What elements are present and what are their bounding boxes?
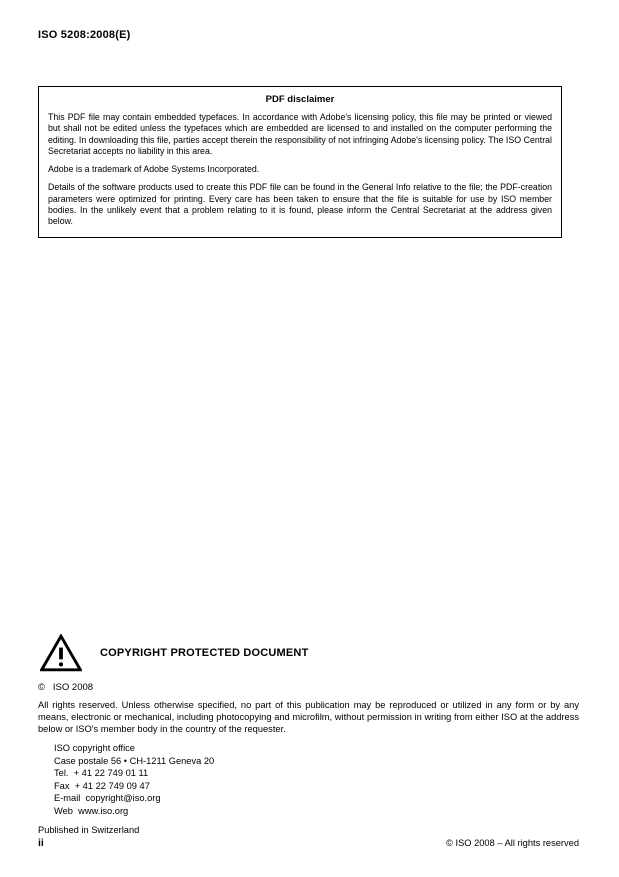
disclaimer-paragraph-1: This PDF file may contain embedded typefaces. In accordance with Adobe's licensing policy, this file may be printed or viewed but shall not be edited unless the typefaces which are embedded are licensed to and installed on the computer performing the editing. In downloading this file, parties accept therein the responsibility of not infringing Adobe's licensing policy. The ISO Central Secretariat accepts no liability in this area. — [48, 112, 552, 156]
address-line-web: Web www.iso.org — [54, 805, 129, 816]
warning-triangle-icon — [40, 634, 82, 672]
address-line-tel: Tel. + 41 22 749 01 11 — [54, 768, 149, 779]
copyright-protected-heading: COPYRIGHT PROTECTED DOCUMENT — [100, 647, 309, 659]
disclaimer-paragraph-3: Details of the software products used to create this PDF file can be found in the General Info relative to the file; the PDF-creation parameters were optimized for printing. Every care has been taken to ensure that the file is suitable for use by ISO member bodies. In the unlikely event that a problem relating to it is found, please inform the Central Secretariat at the address given below. — [48, 182, 552, 226]
pdf-disclaimer-box — [38, 86, 562, 238]
pdf-disclaimer-title: PDF disclaimer — [265, 94, 335, 105]
address-line-postal: Case postale 56 • CH-1211 Geneva 20 — [54, 755, 215, 766]
document-code: ISO 5208:2008(E) — [38, 29, 131, 41]
published-in-line: Published in Switzerland — [38, 824, 140, 835]
address-line-email: E-mail copyright@iso.org — [54, 793, 161, 804]
copyright-section — [38, 634, 579, 835]
page-number: ii — [38, 837, 44, 849]
rights-reserved-text: All rights reserved. Unless otherwise specified, no part of this publication may be reproduced or utilized in any form or by any means, electronic or mechanical, including photocopying and microfilm, without permission in writing from either ISO at the address below or ISO's member body in the country of the requester. — [38, 700, 579, 735]
disclaimer-paragraph-2: Adobe is a trademark of Adobe Systems Incorporated. — [48, 164, 260, 174]
copyright-notice: © ISO 2008 — [38, 682, 94, 693]
copyright-header-row — [38, 634, 579, 672]
iso-address-block — [54, 742, 579, 817]
address-line-office: ISO copyright office — [54, 743, 135, 754]
footer-copyright-line: © ISO 2008 – All rights reserved — [446, 838, 579, 848]
address-line-fax: Fax + 41 22 749 09 47 — [54, 780, 150, 791]
page-footer — [38, 837, 579, 849]
